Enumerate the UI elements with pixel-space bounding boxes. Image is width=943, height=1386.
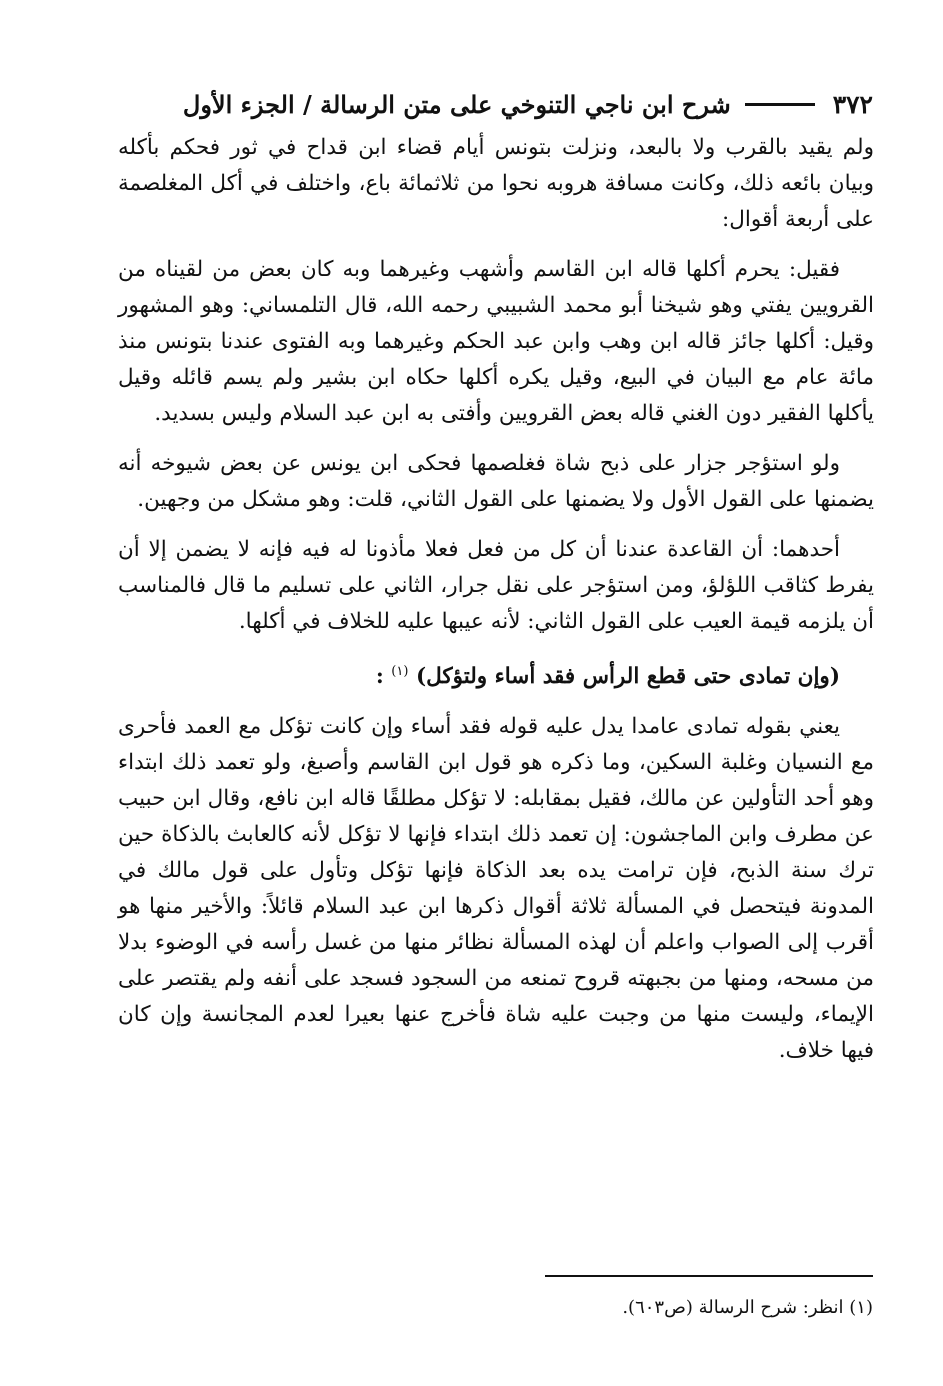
page-header bbox=[118, 82, 873, 126]
paragraph-2: فقيل: يحرم أكلها قاله ابن القاسم وأشهب وغيرهما وبه كان بعض من لقيناه من القرويين يفتي وهو شيخنا أبو محمد الشبيبي رحمه الله، قال التلمساني: وهو المشهور وقيل: أكلها جائز قاله ابن وهب وابن عبد الحكم وغيرهما وبه الفتوى عندنا بتونس منذ مائة عام مع البيان في البيع، وقيل يكره أكلها حكاه ابن بشير ولم يسم قائله وقيل يأكلها الفقير دون الغني قاله بعض القرويين وأفتى به ابن عبد السلام وليس بسديد. bbox=[118, 257, 874, 426]
footnote-separator bbox=[545, 1275, 873, 1277]
header-rule bbox=[745, 103, 815, 106]
matn-quote-text: (وإن تمادى حتى قطع الرأس فقد أساء ولتؤكل) bbox=[415, 664, 840, 690]
paragraph-5: يعني بقوله تمادى عامدا يدل عليه قوله فقد أساء وإن كانت تؤكل مع العمد فأحرى مع النسيان وغلبة السكين، وما ذكره هو قول ابن القاسم وأصبغ، ولو تعمد ذلك ابتداء وهو أحد التأولين عن مالك، فقيل بمقابله: لا تؤكل مطلقًا قاله ابن نافع، وقال ابن حبيب عن مطرف وابن الماجشون: إن تعمد ذلك ابتداء فإنها لا تؤكل لأنه كالعابث بالذكاة حين ترك سنة الذبح، فإن ترامت يده بعد الذكاة فإنها تؤكل وتأول على قول مالك في المدونة فيتحصل في المسألة ثلاثة أقوال ذكرها ابن عبد السلام قائلاً: والأخير منها هو أقرب إلى الصواب واعلم أن لهذه المسألة نظائر منها من غسل رأسه في الوضوء بدلا من مسحه، ومنها من بجبهته قروح تمنعه من السجود فسجد على أنفه ولم يقتصر على الإيماء، وليست منها من وجبت عليه شاة فأخرج عنها بعيرا لعدم المجانسة وإن كان فيها خلاف. bbox=[118, 714, 874, 1064]
paragraph-1: ولم يقيد بالقرب ولا بالبعد، ونزلت بتونس أيام قضاء ابن قداح في ثور فحكم بأكله وبيان بائعه ذلك، وكانت مسافة هروبه نحوا من ثلاثمائة باع، واختلف في أكل المغلصمة على أربعة أقوال: bbox=[118, 135, 874, 232]
paragraph-4: أحدهما: أن القاعدة عندنا أن كل من فعل فعلا مأذونا له فيه فإنه لا يضمن إلا أن يفرط كثاقب اللؤلؤ، ومن استؤجر على نقل جرار، الثاني على تسليم ما قال فالمناسب أن يلزمه قيمة العيب على القول الثاني: لأنه عيبها عليه للخلاف في أكلها. bbox=[118, 537, 874, 634]
matn-quote-end: : bbox=[375, 664, 392, 690]
footnote-ref: (١) bbox=[391, 664, 409, 679]
page-number: ٣٧٢ bbox=[832, 89, 873, 119]
running-title: شرح ابن ناجي التنوخي على متن الرسالة / الجزء الأول bbox=[182, 89, 731, 119]
matn-quote bbox=[118, 654, 874, 695]
footnote-1: (١) انظر: شرح الرسالة (ص٦٠٣). bbox=[622, 1297, 873, 1318]
paragraph-3: ولو استؤجر جزار على ذبح شاة فغلصمها فحكى ابن يونس عن بعض شيوخه أنه يضمنها على القول الأول ولا يضمنها على القول الثاني، قلت: وهو مشكل من وجهين. bbox=[118, 451, 874, 512]
main-text bbox=[118, 130, 874, 1083]
